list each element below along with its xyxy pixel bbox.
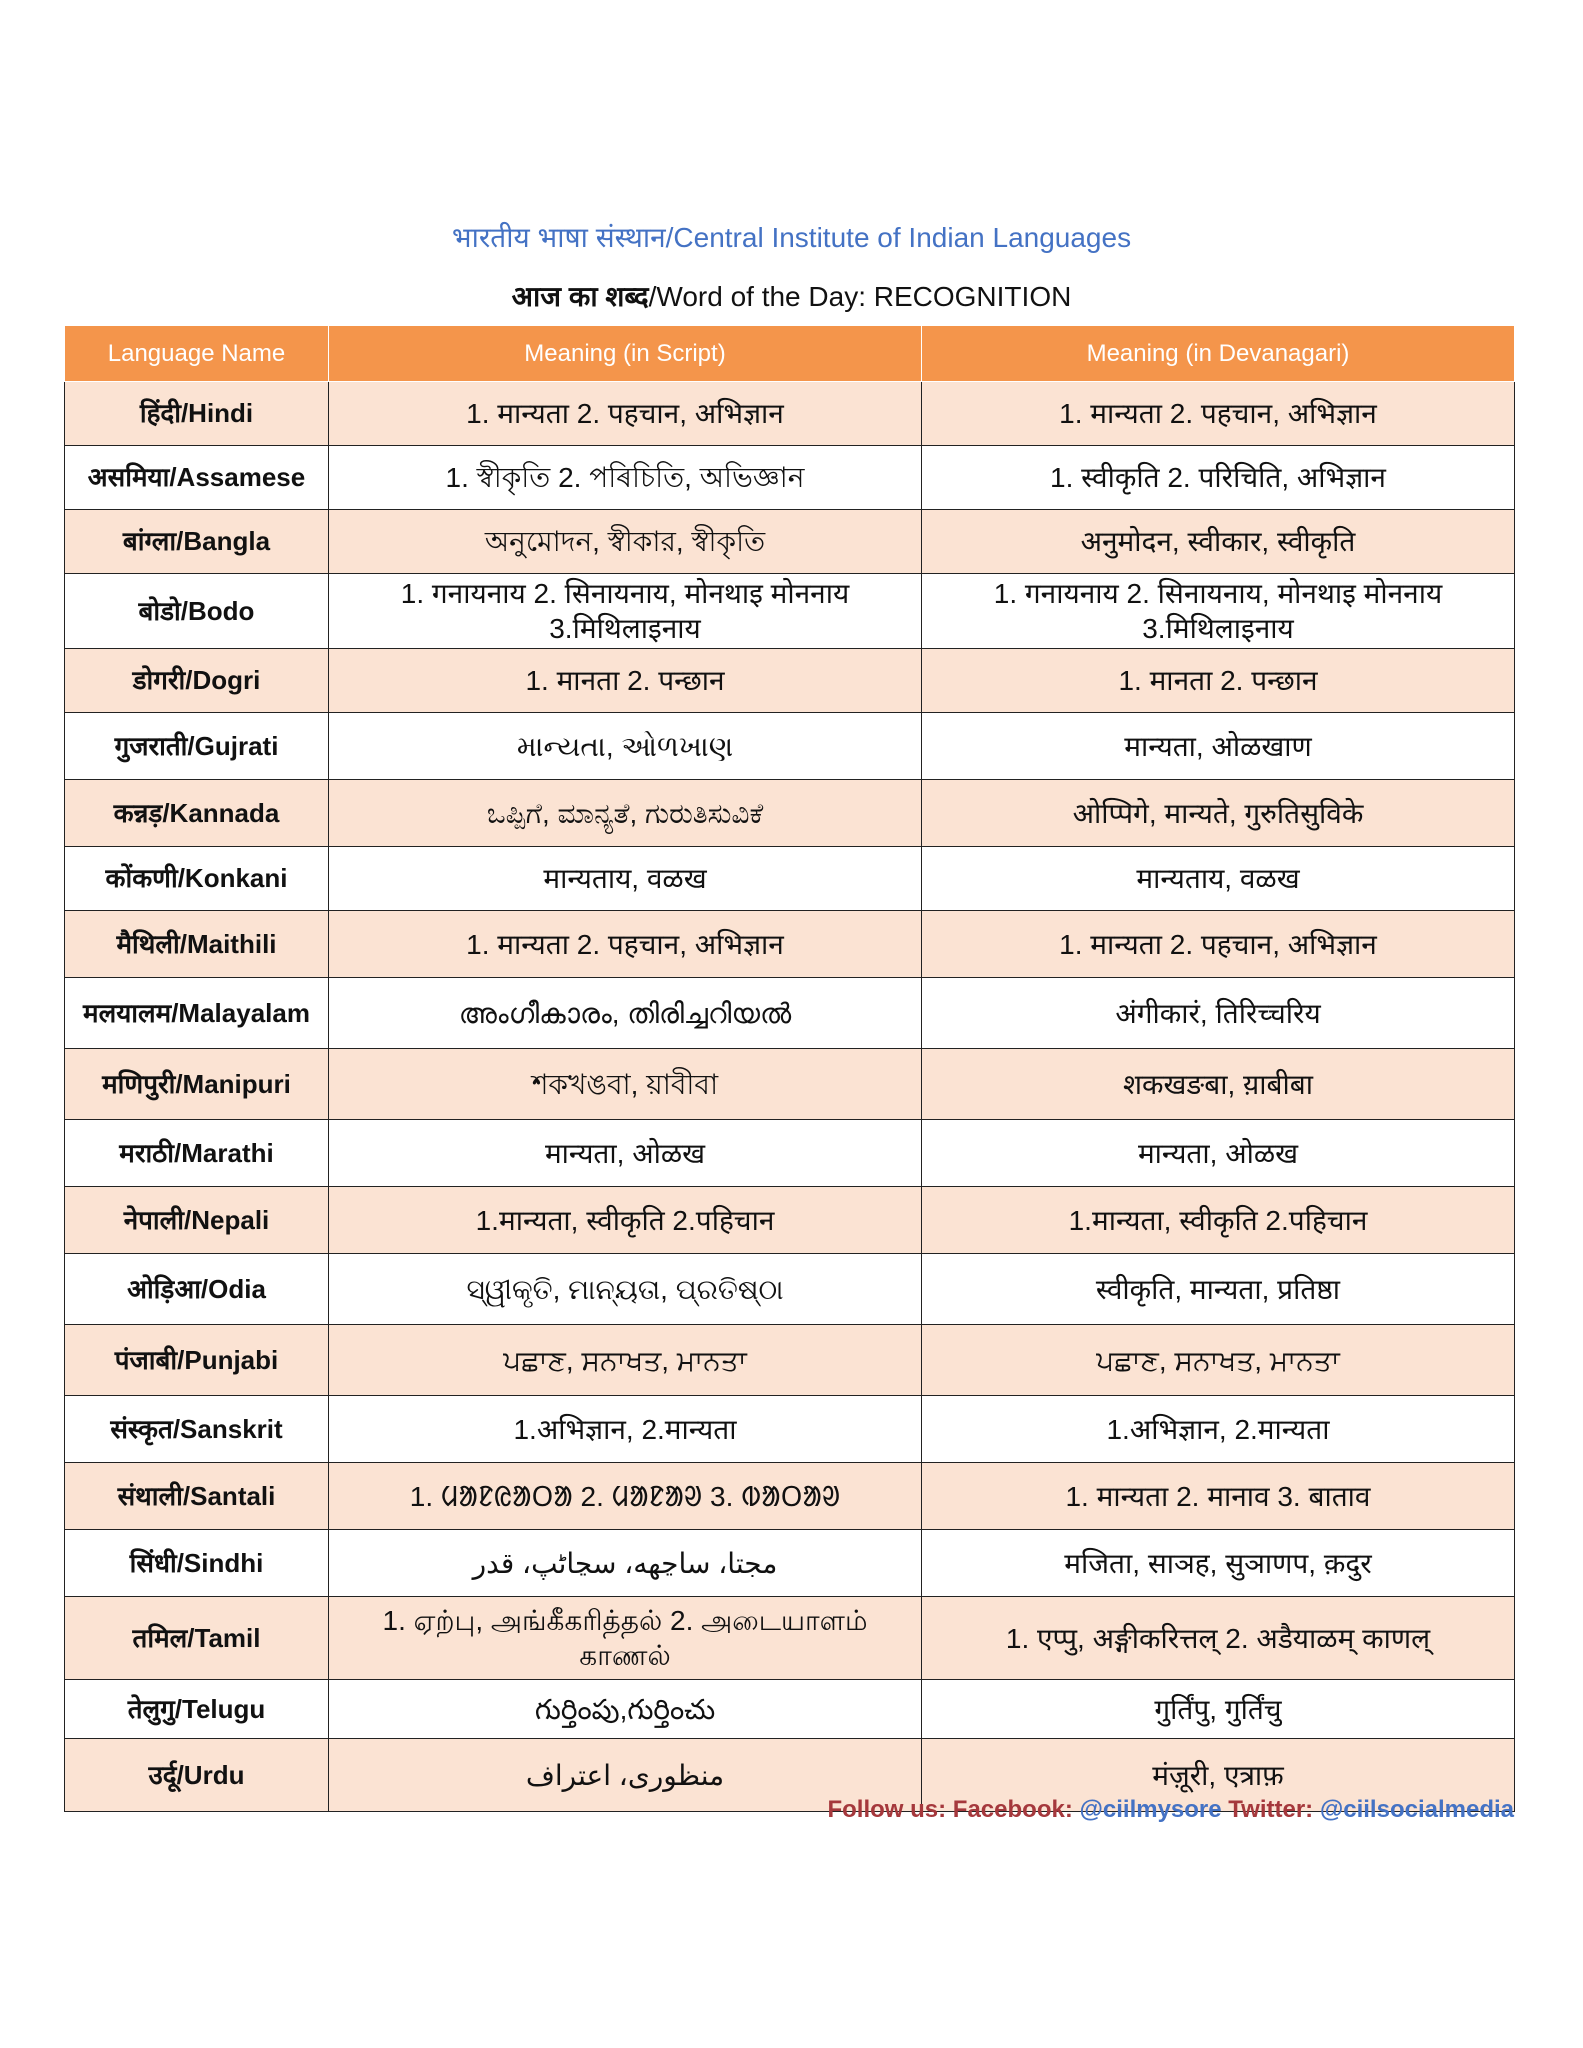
language-english: /Kannada: [162, 797, 280, 828]
meaning-script-cell: मान्यताय, वळख: [329, 847, 922, 911]
language-name-cell: [65, 1049, 329, 1120]
column-header: Meaning (in Script): [329, 326, 922, 382]
language-native: हिंदी: [139, 398, 181, 429]
twitter-handle-link[interactable]: @ciilsocialmedia: [1319, 1796, 1514, 1823]
footer-social: [827, 1796, 1514, 1824]
meaning-devanagari-cell: 1. स्वीकृति 2. परिचिति, अभिज्ञान: [922, 446, 1515, 510]
meaning-devanagari-cell: अंगीकारं, तिरिच्चरिय: [922, 978, 1515, 1049]
table-row: [65, 1325, 1515, 1396]
meaning-devanagari-cell: 1. एप्पु, अङ्गीकरित्तल् 2. अडैयाळम् काणल्: [922, 1597, 1515, 1680]
language-name-cell: [65, 1254, 329, 1325]
table-row: [65, 1254, 1515, 1325]
language-name-cell: [65, 847, 329, 911]
language-native: डोगरी: [132, 665, 186, 696]
language-native: कन्नड़: [113, 797, 163, 828]
language-native: मैथिली: [116, 928, 180, 959]
page-subtitle: [0, 277, 1583, 315]
language-native: बोडो: [138, 595, 181, 626]
language-native: मलयालम: [83, 997, 172, 1028]
language-english: /Dogri: [185, 665, 261, 696]
meaning-script-cell: 1. স্বীকৃতি 2. পৰিচিতি, অভিজ্ঞান: [329, 446, 922, 510]
footer-facebook-label: Follow us: Facebook:: [827, 1796, 1080, 1823]
meaning-devanagari-cell: 1.अभिज्ञान, 2.मान्यता: [922, 1396, 1515, 1463]
language-english: /Nepali: [184, 1204, 270, 1235]
language-native: मराठी: [119, 1137, 175, 1168]
table-row: [65, 1597, 1515, 1680]
language-name-cell: [65, 1396, 329, 1463]
language-native: गुजराती: [114, 730, 188, 761]
language-native: सिंधी: [129, 1547, 177, 1578]
language-english: /Punjabi: [177, 1344, 279, 1375]
table-row: [65, 1530, 1515, 1597]
table-row: [65, 1187, 1515, 1254]
language-english: /Konkani: [177, 863, 288, 894]
language-name-cell: [65, 1187, 329, 1254]
meaning-script-cell: ಒಪ್ಪಿಗೆ, ಮಾನ್ಯತೆ, ಗುರುತಿಸುವಿಕೆ: [329, 780, 922, 847]
language-name-cell: [65, 1739, 329, 1812]
language-name-cell: [65, 1120, 329, 1187]
language-native: संथाली: [117, 1480, 183, 1511]
language-native: नेपाली: [123, 1204, 185, 1235]
language-english: /Gujrati: [187, 730, 279, 761]
language-native: ओड़िआ: [127, 1273, 201, 1304]
meaning-devanagari-cell: मंज़ूरी, एत्राफ़: [922, 1739, 1515, 1812]
table-row: [65, 713, 1515, 780]
meaning-script-cell: منظوری، اعتراف: [329, 1739, 922, 1812]
table-row: [65, 649, 1515, 713]
language-native: असमिया: [87, 462, 170, 493]
language-english: /Manipuri: [175, 1068, 291, 1099]
meaning-script-cell: অনুমোদন, স্বীকার, স্বীকৃতি: [329, 510, 922, 574]
language-english: /Tamil: [187, 1622, 261, 1653]
language-english: /Santali: [182, 1480, 276, 1511]
language-english: /Assamese: [169, 462, 306, 493]
language-native: कोंकणी: [105, 863, 178, 894]
column-header: Language Name: [65, 326, 329, 382]
language-english: /Maithili: [179, 928, 277, 959]
meaning-devanagari-cell: मजिता, साञह, सुञाणप, क़दुर: [922, 1530, 1515, 1597]
table-row: [65, 847, 1515, 911]
table-body: [65, 382, 1515, 1812]
language-english: /Bangla: [176, 526, 271, 557]
meaning-script-cell: 1. मान्यता 2. पहचान, अभिज्ञान: [329, 911, 922, 978]
meaning-devanagari-cell: 1. मानता 2. पन्छान: [922, 649, 1515, 713]
meaning-devanagari-cell: अनुमोदन, स्वीकार, स्वीकृति: [922, 510, 1515, 574]
table-row: [65, 446, 1515, 510]
language-name-cell: [65, 1325, 329, 1396]
language-name-cell: [65, 446, 329, 510]
language-native: तेलुगु: [127, 1693, 175, 1724]
meaning-devanagari-cell: ओप्पिगे, मान्यते, गुरुतिसुविके: [922, 780, 1515, 847]
language-name-cell: [65, 1463, 329, 1530]
meaning-script-cell: 1.अभिज्ञान, 2.मान्यता: [329, 1396, 922, 1463]
language-english: /Telugu: [174, 1693, 266, 1724]
footer-twitter-label: Twitter:: [1221, 1796, 1320, 1823]
meaning-devanagari-cell: मान्यता, ओळखाण: [922, 713, 1515, 780]
meaning-script-cell: ਪਛਾਣ, ਸਨਾਖਤ, ਮਾਨਤਾ: [329, 1325, 922, 1396]
language-english: /Sanskrit: [172, 1413, 283, 1444]
table-row: [65, 1049, 1515, 1120]
language-english: /Bodo: [180, 595, 255, 626]
meaning-script-cell: 1. गनायनाय 2. सिनायनाय, मोनथाइ मोननाय 3.मिथिलाइनाय: [329, 574, 922, 649]
language-name-cell: [65, 1680, 329, 1739]
table-row: [65, 1120, 1515, 1187]
word-table: [64, 325, 1515, 1812]
meaning-script-cell: 1. मानता 2. पन्छान: [329, 649, 922, 713]
facebook-handle-link[interactable]: @ciilmysore: [1079, 1796, 1222, 1823]
language-name-cell: [65, 510, 329, 574]
meaning-devanagari-cell: शकखङबा, य़ाबीबा: [922, 1049, 1515, 1120]
table-row: [65, 1396, 1515, 1463]
meaning-devanagari-cell: मान्यताय, वळख: [922, 847, 1515, 911]
subtitle-hindi: आज का शब्द: [511, 281, 649, 312]
meaning-devanagari-cell: स्वीकृति, मान्यता, प्रतिष्ठा: [922, 1254, 1515, 1325]
language-name-cell: [65, 911, 329, 978]
language-name-cell: [65, 1530, 329, 1597]
language-english: /Marathi: [174, 1137, 274, 1168]
meaning-script-cell: గుర్తింపు,గుర్తించు: [329, 1680, 922, 1739]
meaning-script-cell: 1.मान्यता, स्वीकृति 2.पहिचान: [329, 1187, 922, 1254]
language-native: पंजाबी: [114, 1344, 178, 1375]
meaning-script-cell: അംഗീകാരം, തിരിച്ചറിയൽ: [329, 978, 922, 1049]
meaning-script-cell: માન્યતા, ઓળખાણ: [329, 713, 922, 780]
language-name-cell: [65, 649, 329, 713]
meaning-script-cell: مجتا، ساڃهه، سڃاڻپ، قدر: [329, 1530, 922, 1597]
language-english: /Odia: [200, 1273, 266, 1304]
table-row: [65, 978, 1515, 1049]
table-row: [65, 574, 1515, 649]
language-english: /Malayalam: [171, 997, 310, 1028]
table-row: [65, 1680, 1515, 1739]
meaning-script-cell: 1. मान्यता 2. पहचान, अभिज्ञान: [329, 382, 922, 446]
meaning-devanagari-cell: 1.मान्यता, स्वीकृति 2.पहिचान: [922, 1187, 1515, 1254]
language-name-cell: [65, 978, 329, 1049]
meaning-script-cell: मान्यता, ओळख: [329, 1120, 922, 1187]
page-title: भारतीय भाषा संस्थान/Central Institute of Indian Languages: [451, 222, 1132, 253]
table-row: [65, 1463, 1515, 1530]
language-native: तमिल: [132, 1622, 188, 1653]
meaning-script-cell: 1. ஏற்பு, அங்கீகரித்தல் 2. அடையாளம் காணல்: [329, 1597, 922, 1680]
language-english: /Sindhi: [176, 1547, 264, 1578]
meaning-devanagari-cell: 1. गनायनाय 2. सिनायनाय, मोनथाइ मोननाय 3.मिथिलाइनाय: [922, 574, 1515, 649]
language-native: बांग्ला: [122, 526, 177, 557]
language-native: संस्कृत: [110, 1413, 173, 1444]
meaning-devanagari-cell: 1. मान्यता 2. पहचान, अभिज्ञान: [922, 382, 1515, 446]
language-native: उर्दू: [148, 1759, 177, 1790]
column-header: Meaning (in Devanagari): [922, 326, 1515, 382]
meaning-devanagari-cell: गुर्तिंपु, गुर्तिंचु: [922, 1680, 1515, 1739]
language-name-cell: [65, 1597, 329, 1680]
language-name-cell: [65, 713, 329, 780]
meaning-devanagari-cell: 1. मान्यता 2. पहचान, अभिज्ञान: [922, 911, 1515, 978]
language-name-cell: [65, 574, 329, 649]
meaning-script-cell: শকখঙবা, য়াবীবা: [329, 1049, 922, 1120]
table-row: [65, 510, 1515, 574]
language-english: /Hindi: [180, 398, 254, 429]
meaning-devanagari-cell: 1. मान्यता 2. मानाव 3. बाताव: [922, 1463, 1515, 1530]
language-name-cell: [65, 382, 329, 446]
language-native: मणिपुरी: [102, 1068, 176, 1099]
meaning-script-cell: 1. ᱢᱟᱱᱭᱟᱛᱟ 2. ᱢᱟᱱᱟᱣ 3. ᱵᱟᱛᱟᱣ: [329, 1463, 922, 1530]
meaning-devanagari-cell: मान्यता, ओळख: [922, 1120, 1515, 1187]
table-header-row: [65, 326, 1515, 382]
table-row: [65, 382, 1515, 446]
table-row: [65, 780, 1515, 847]
table-row: [65, 911, 1515, 978]
subtitle-english: /Word of the Day: RECOGNITION: [648, 281, 1072, 312]
language-english: /Urdu: [176, 1759, 245, 1790]
language-name-cell: [65, 780, 329, 847]
meaning-script-cell: ସ୍ୱୀକୃତି, ମାନ୍ୟତା, ପ୍ରତିଷ୍ଠା: [329, 1254, 922, 1325]
meaning-devanagari-cell: ਪਛਾਣ, ਸਨਾਖਤ, ਮਾਨਤਾ: [922, 1325, 1515, 1396]
